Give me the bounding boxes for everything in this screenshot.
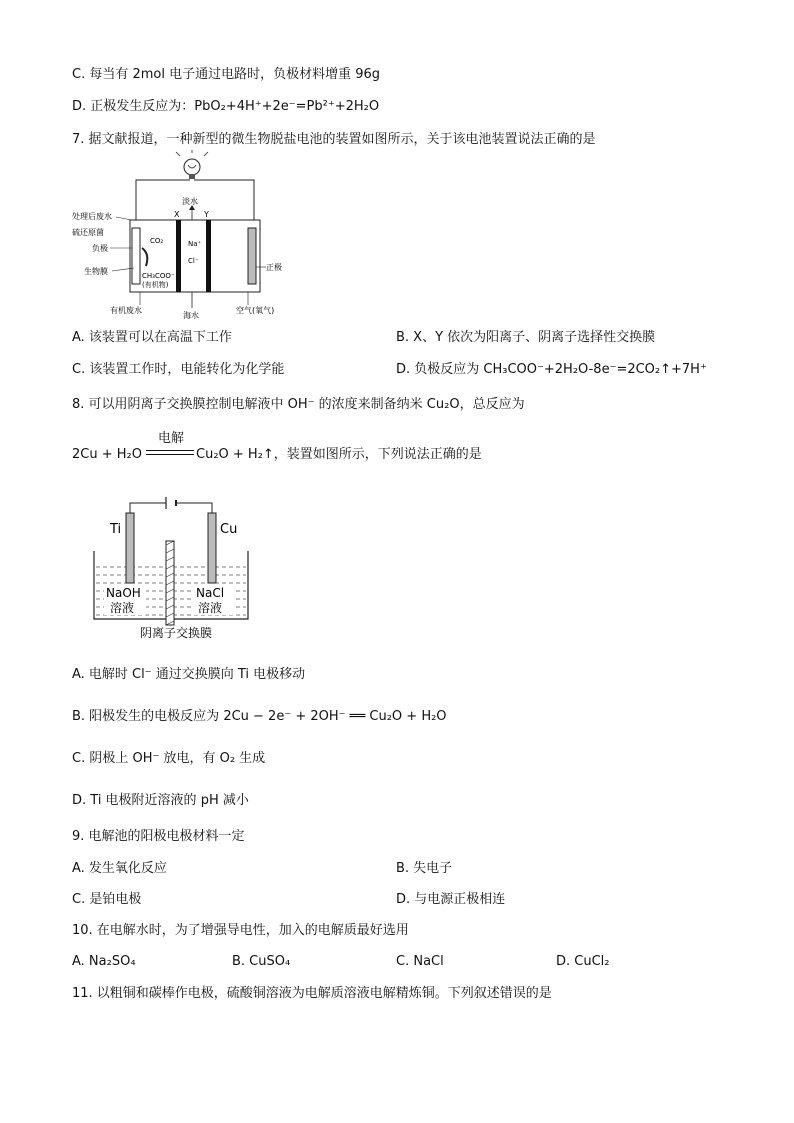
- svg-text:Na⁺: Na⁺: [188, 240, 202, 248]
- q8-option-a: A. 电解时 Cl⁻ 通过交换膜向 Ti 电极移动: [72, 667, 306, 682]
- q6-option-c: C. 每当有 2mol 电子通过电路时，负极材料增重 96g: [72, 67, 381, 82]
- q10-option-c: C. NaCl: [396, 954, 444, 969]
- q9-option-d: D. 与电源正极相连: [396, 892, 506, 907]
- q7-option-a: A. 该装置可以在高温下工作: [72, 330, 232, 345]
- q10-stem: 10. 在电解水时，为了增强导电性，加入的电解质最好选用: [72, 923, 409, 938]
- q7-stem: 7. 据文献报道，一种新型的微生物脱盐电池的装置如图所示，关于该电池装置说法正确的是: [72, 132, 596, 147]
- q8-equation-condition: 电解: [158, 431, 185, 446]
- equation-equals-sign: [146, 450, 194, 455]
- q8-stem: 8. 可以用阴离子交换膜控制电解液中 OH⁻ 的浓度来制备纳米 Cu₂O，总反应为: [72, 397, 525, 412]
- svg-text:Y: Y: [204, 210, 209, 219]
- svg-text:CH₃COO⁻: CH₃COO⁻: [142, 272, 175, 280]
- svg-text:溶液: 溶液: [198, 601, 223, 615]
- svg-text:NaCl: NaCl: [196, 586, 225, 600]
- membrane-x: [176, 220, 181, 292]
- q7-option-b: B. X、Y 依次为阳离子、阴离子选择性交换膜: [396, 330, 656, 345]
- q8-option-b: B. 阳极发生的电极反应为 2Cu − 2e⁻ + 2OH⁻ ══ Cu₂O + H₂O: [72, 709, 447, 724]
- bulb-icon: [184, 159, 200, 175]
- svg-text:淡水: 淡水: [182, 197, 198, 206]
- svg-text:Cu: Cu: [220, 522, 238, 537]
- q7-option-c: C. 该装置工作时，电能转化为化学能: [72, 362, 285, 377]
- svg-text:有机废水: 有机废水: [110, 306, 142, 315]
- svg-text:负极: 负极: [92, 244, 108, 253]
- svg-text:Ti: Ti: [110, 522, 122, 537]
- q10-option-b: B. CuSO₄: [232, 954, 291, 969]
- membrane-y: [206, 220, 211, 292]
- svg-text:海水: 海水: [183, 311, 199, 320]
- q8-equation-left: 2Cu + H₂O: [72, 447, 142, 462]
- q7-option-d: D. 负极反应为 CH₃COO⁻+2H₂O-8e⁻=2CO₂↑+7H⁺: [396, 362, 707, 377]
- svg-text:Cl⁻: Cl⁻: [188, 257, 199, 265]
- q6-option-d: D. 正极发生反应为：PbO₂+4H⁺+2e⁻=Pb²⁺+2H₂O: [72, 99, 380, 114]
- svg-text:硫还原菌: 硫还原菌: [72, 228, 104, 237]
- microbial-desalination-cell-figure: [70, 150, 310, 320]
- svg-text:正极: 正极: [266, 263, 282, 272]
- q11-stem: 11. 以粗铜和碳棒作电极，硫酸铜溶液为电解质溶液电解精炼铜。下列叙述错误的是: [72, 986, 552, 1001]
- q8-equation-right: Cu₂O + H₂↑，装置如图所示，下列说法正确的是: [196, 447, 482, 462]
- svg-text:处理后废水: 处理后废水: [72, 212, 112, 221]
- q10-option-a: A. Na₂SO₄: [72, 954, 136, 969]
- svg-text:(有机物): (有机物): [142, 281, 169, 289]
- svg-text:溶液: 溶液: [110, 601, 135, 615]
- svg-text:阴离子交换膜: 阴离子交换膜: [140, 626, 213, 640]
- electrolysis-cell-figure: [90, 495, 260, 643]
- q9-option-b: B. 失电子: [396, 861, 453, 876]
- q8-option-c: C. 阴极上 OH⁻ 放电，有 O₂ 生成: [72, 751, 266, 766]
- svg-text:NaOH: NaOH: [106, 586, 141, 600]
- q10-option-d: D. CuCl₂: [556, 954, 610, 969]
- q8-option-d: D. Ti 电极附近溶液的 pH 减小: [72, 793, 249, 808]
- q9-option-c: C. 是铂电极: [72, 892, 142, 907]
- q9-option-a: A. 发生氧化反应: [72, 861, 167, 876]
- svg-text:CO₂: CO₂: [150, 237, 164, 245]
- q9-stem: 9. 电解池的阳极电极材料一定: [72, 829, 245, 844]
- svg-text:生物膜: 生物膜: [84, 267, 108, 276]
- svg-text:空气(氧气): 空气(氧气): [236, 306, 275, 315]
- svg-text:X: X: [174, 210, 180, 219]
